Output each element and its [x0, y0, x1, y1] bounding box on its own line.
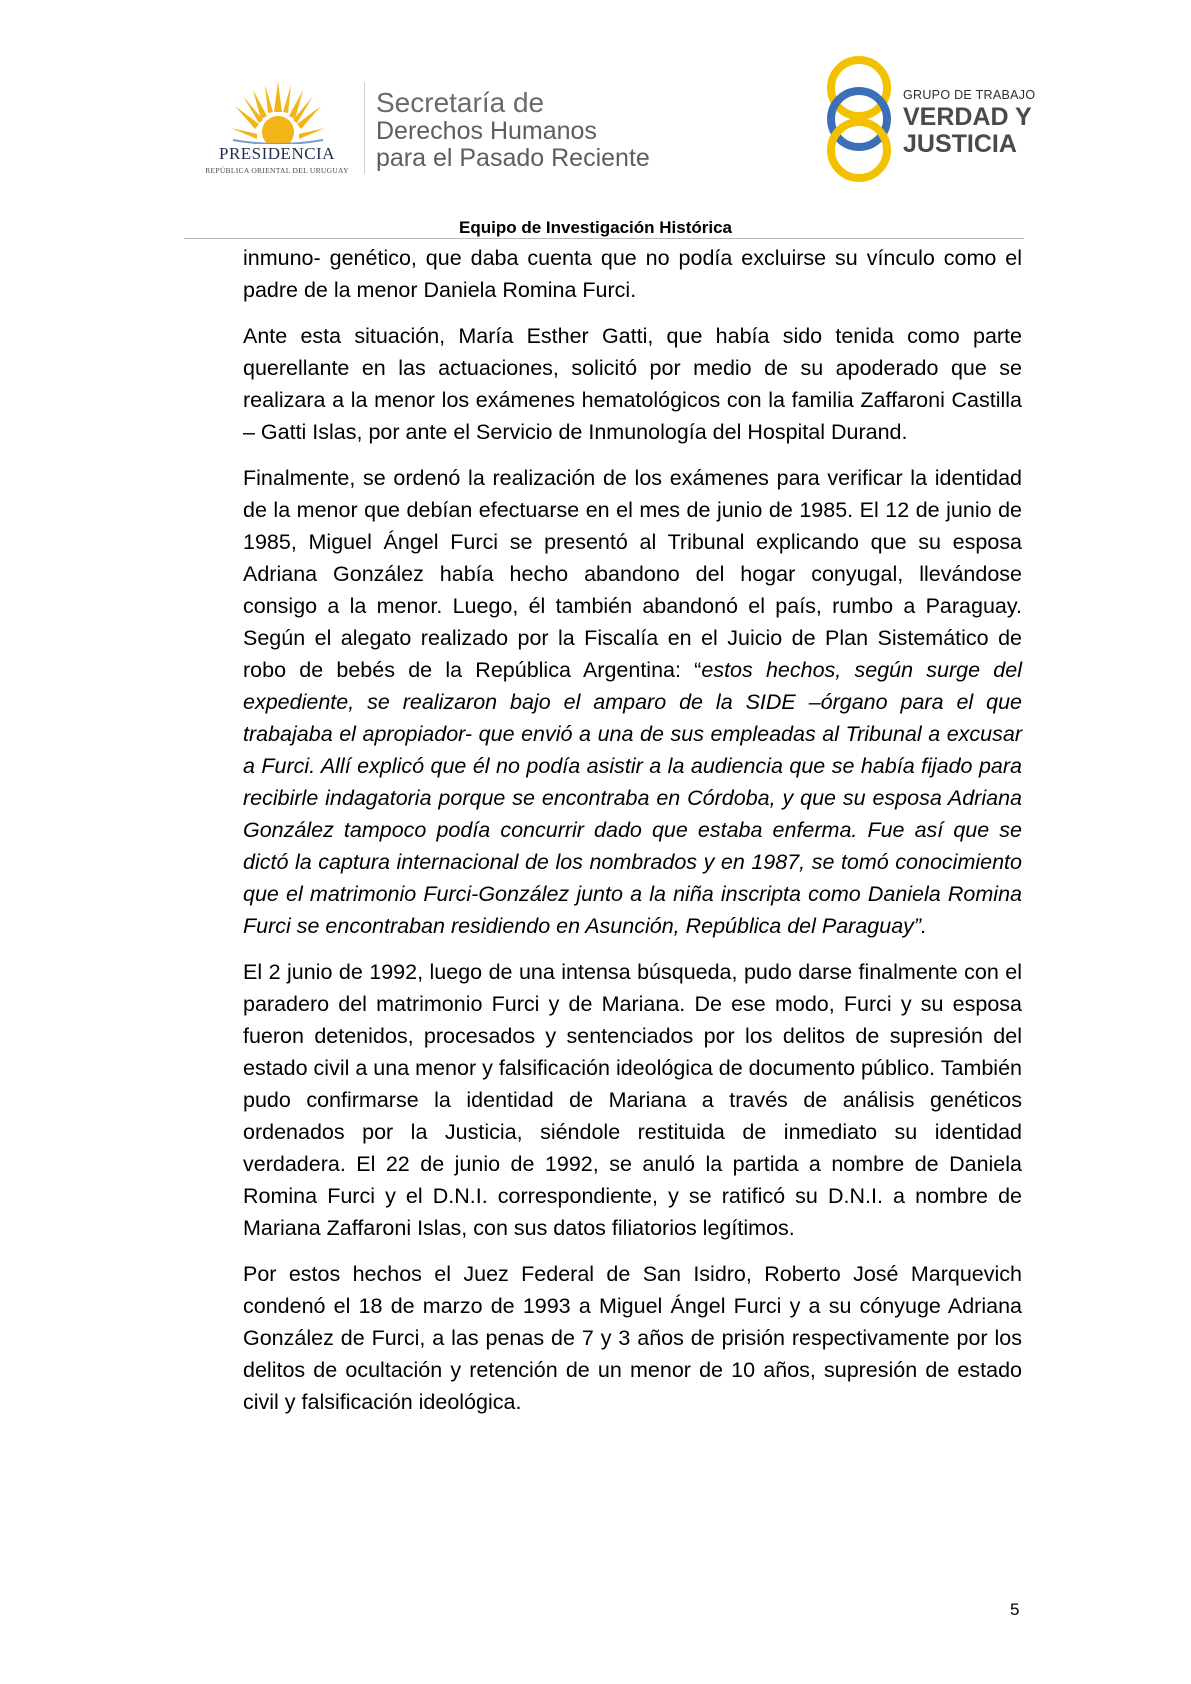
- presidencia-logo: [198, 78, 356, 178]
- paragraph-4: El 2 junio de 1992, luego de una intensa búsqueda, pudo darse finalmente con el paradero del matrimonio Furci y de Mariana. De ese modo, Furci y su esposa fueron detenidos, procesados y sentenciados por los delitos de supresión del estado civil a una menor y falsificación ideológica de documento público. También pudo confirmarse la identidad de Mariana a través de análisis genéticos ordenados por la Justicia, siéndole restituida de inmediato su identidad verdadera. El 22 de junio de 1992, se anuló la partida a nombre de Daniela Romina Furci y el D.N.I. correspondiente, y se ratificó su D.N.I. a nombre de Mariana Zaffaroni Islas, con sus datos filiatorios legítimos.: [243, 960, 1022, 1240]
- grupo-line-2: VERDAD Y: [903, 103, 1032, 131]
- presidencia-subtitle: REPÚBLICA ORIENTAL DEL URUGUAY: [205, 166, 349, 175]
- secretaria-line-1: Secretaría de: [376, 87, 545, 118]
- body-text: [243, 242, 1022, 1432]
- section-title: Equipo de Investigación Histórica: [459, 218, 732, 237]
- header-rule: [184, 238, 1024, 239]
- header-divider: [364, 82, 365, 174]
- paragraph-1: inmuno- genético, que daba cuenta que no podía excluirse su vínculo como el padre de la menor Daniela Romina Furci.: [243, 246, 1022, 302]
- grupo-line-3: JUSTICIA: [903, 130, 1017, 158]
- page-number: 5: [1010, 1600, 1020, 1619]
- secretaria-line-2: Derechos Humanos: [376, 117, 597, 145]
- paragraph-3-quote: estos hechos, según surge del expediente, se realizaron bajo el amparo de la SIDE –órgano para el que trabajaba el apropiador- que envió a una de sus empleadas al Tribunal a excusar a Furci. Allí explicó que él no podía asistir a la audiencia que se había fijado para recibirle indagatoria porque se encontraba en Córdoba, y que su esposa Adriana González tampoco podía concurrir dado que estaba enferma. Fue así que se dictó la captura internacional de los nombrados y en 1987, se tomó conocimiento que el matrimonio Furci-González junto a la niña inscripta como Daniela Romina Furci se encontraban residiendo en Asunción, República del Paraguay”.: [243, 658, 1023, 938]
- interlocked-rings-icon: [820, 56, 898, 182]
- sun-emblem-icon: [231, 82, 325, 144]
- secretaria-logo-text: [376, 88, 716, 172]
- paragraph-5: Por estos hechos el Juez Federal de San Isidro, Roberto José Marquevich condenó el 18 de marzo de 1993 a Miguel Ángel Furci y a su cónyuge Adriana González de Furci, a las penas de 7 y 3 años de prisión respectivamente por los delitos de ocultación y retención de un menor de 10 años, supresión de estado civil y falsificación ideológica.: [243, 1262, 1022, 1414]
- presidencia-name: PRESIDENCIA: [218, 144, 335, 163]
- secretaria-line-3: para el Pasado Reciente: [376, 144, 650, 172]
- paragraph-3: [243, 462, 1022, 942]
- verdad-justicia-logo: [820, 56, 1036, 184]
- paragraph-3-text: Finalmente, se ordenó la realización de los exámenes para verificar la identidad de la menor que debían efectuarse en el mes de junio de 1985. El 12 de junio de 1985, Miguel Ángel Furci se presentó al Tribunal explicando que su esposa Adriana González había hecho abandono del hogar conyugal, llevándose consigo a la menor. Luego, él también abandonó el país, rumbo a Paraguay. Según el alegato realizado por la Fiscalía en el Juicio de Plan Sistemático de robo de bebés de la República Argentina: “: [243, 466, 1022, 682]
- grupo-line-1: GRUPO DE TRABAJO: [903, 88, 1036, 102]
- paragraph-2: Ante esta situación, María Esther Gatti, que había sido tenida como parte querellante en las actuaciones, solicitó por medio de su apoderado que se realizara a la menor los exámenes hematológicos con la familia Zaffaroni Castilla – Gatti Islas, por ante el Servicio de Inmunología del Hospital Durand.: [243, 324, 1022, 444]
